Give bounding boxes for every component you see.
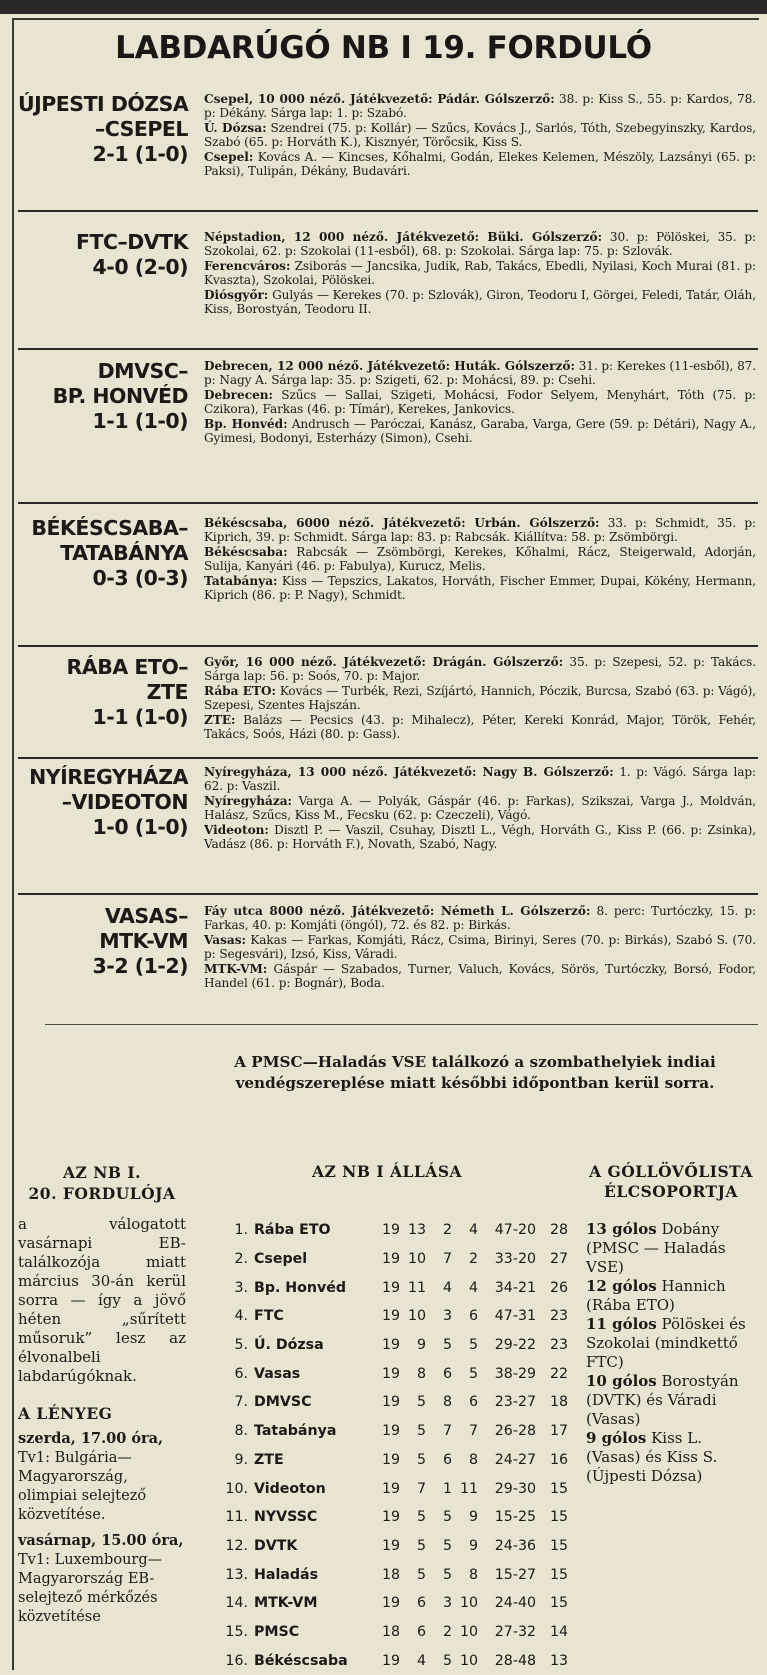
standings-table [218,1216,568,1675]
tv-heading: A LÉNYEG [18,1404,113,1423]
match-details [204,655,756,741]
standings-cell-goals: 29-22 [494,1337,536,1354]
standings-cell-pos: 5. [234,1337,248,1354]
match-summary: Debrecen, 12 000 néző. Játékvezető: Huták. Gólszerző: 31. p: Kerekes (11-esből), 87. p: Nagy A. Sárga lap: 35. p: Szigeti, 62. p: Mohácsi, 89. p: Csehi. [204,359,756,388]
table-row [218,1532,568,1561]
standings-cell-team: Ú. Dózsa [254,1337,324,1354]
standings-cell-d: 6 [442,1451,452,1468]
standings-cell-goals: 34-21 [494,1279,536,1296]
match-score: 1-1 (1-0) [92,705,188,729]
standings-cell-goals: 23-27 [494,1394,536,1411]
standings-cell-w: 5 [416,1537,426,1554]
lineup-away: Bp. Honvéd: Andrusch — Paróczai, Kanász, Garaba, Varga, Gere (59. p: Détári), Nagy A., Gyimesi, Bodonyi, Esterházy (Simon), Csehi. [204,416,756,446]
standings-cell-pos: 8. [234,1423,248,1440]
standings-cell-w: 5 [416,1394,426,1411]
next-round-text: a válogatott vasárnapi EB-találkozója miatt március 30-án kerül sorra — így a jövő héten „sűrített műsoruk” lesz az élvonalbeli labdarúgóknak. [18,1215,186,1385]
standings-cell-goals: 47-31 [494,1308,536,1325]
standings-cell-team: Haladás [254,1566,319,1583]
table-row [218,1560,568,1589]
standings-cell-pos: 10. [225,1480,248,1497]
table-row [218,1273,568,1302]
section-divider [18,757,758,759]
team-line-2: –CSEPEL [94,117,188,141]
standings-cell-d: 1 [442,1480,452,1497]
top-border [0,0,767,14]
standings-cell-d: 8 [442,1394,452,1411]
standings-cell-d: 5 [442,1537,452,1554]
scorer-entry: 9 gólos Kiss L. (Vasas) és Kiss S. (Újpesti Dózsa) [586,1429,718,1485]
standings-cell-pos: 2. [234,1251,248,1268]
standings-cell-m: 19 [381,1537,400,1554]
lineup-home: Ferencváros: Zsiborás — Jancsika, Judik, Rab, Takács, Ebedli, Nyilasi, Koch Murai (81. p: Kvaszta), Szokolai, Pölöskei. [204,258,756,288]
standings-cell-pos: 1. [234,1222,248,1239]
standings-cell-d: 3 [442,1308,452,1325]
match-teams [18,92,188,167]
standings-cell-m: 19 [381,1480,400,1497]
standings-cell-m: 18 [381,1566,400,1583]
table-row [218,1503,568,1532]
standings-cell-pts: 23 [549,1337,568,1354]
standings-cell-m: 19 [381,1279,400,1296]
standings-cell-l: 2 [468,1251,478,1268]
standings-cell-team: DMVSC [254,1394,312,1411]
match-teams [18,230,188,280]
table-row [218,1359,568,1388]
match-summary: Népstadion, 12 000 néző. Játékvezető: Büki. Gólszerző: 30. p: Pölöskei, 35. p: Szokolai, 62. p: Szokolai (11-esből), 68. p: Szokolai. Sárga lap: 75. p: Szlovák. [204,230,756,259]
table-row [218,1474,568,1503]
match-score: 0-3 (0-3) [92,566,188,590]
standings-cell-team: FTC [254,1308,284,1325]
standings-cell-team: ZTE [254,1451,284,1468]
standings-cell-pts: 22 [549,1365,568,1382]
standings-cell-w: 10 [407,1251,426,1268]
match-score: 3-2 (1-2) [92,954,188,978]
standings-cell-goals: 28-48 [494,1652,536,1669]
lineup-away: ZTE: Balázs — Pecsics (43. p: Mihalecz), Péter, Kereki Konrád, Major, Török, Fehér, Takács, Soós, Házi (80. p: Gass). [204,712,756,742]
standings-cell-m: 19 [381,1337,400,1354]
match-teams [18,765,188,840]
team-line-2: BP. HONVÉD [52,384,188,408]
standings-cell-pos: 13. [225,1566,248,1583]
section-divider [18,645,758,647]
standings-cell-m: 19 [381,1595,400,1612]
standings-cell-d: 5 [442,1337,452,1354]
top-scorers-title: A GÓLLÖVŐLISTA ÉLCSOPORTJA [589,1162,753,1201]
match-summary: Békéscsaba, 6000 néző. Játékvezető: Urbán. Gólszerző: 33. p: Schmidt, 35. p: Kiprich, 39. p: Schmidt. Sárga lap: 83. p: Rabcsák. Kiállítva: 58. p: Zsömbörgi. [204,516,756,545]
standings-title: AZ NB I ÁLLÁSA [311,1162,463,1181]
standings-cell-goals: 24-40 [494,1595,536,1612]
lineup-away: MTK-VM: Gáspár — Szabados, Turner, Valuch, Kovács, Sörös, Turtóczky, Borsó, Fodor, Handel (61. p: Bognár), Boda. [204,961,756,991]
section-divider [18,348,758,350]
lineup-home: Debrecen: Szűcs — Sallai, Szigeti, Mohácsi, Fodor Selyem, Menyhárt, Tóth (75. p: Czikora), Farkas (46. p: Tímár), Kerekes, Jankovics. [204,387,756,417]
scorer-entry: 12 gólos Hannich (Rába ETO) [586,1277,726,1314]
match-score: 4-0 (2-0) [92,255,188,279]
postponement-notice: A PMSC—Haladás VSE találkozó a szombathelyiek indiai vendégszereplése miatt későbbi időpontban kerül sorra. [234,1053,716,1092]
standings-cell-team: NYVSSC [254,1509,318,1526]
standings-cell-d: 7 [442,1251,452,1268]
standings-cell-d: 6 [442,1365,452,1382]
standings-cell-l: 10 [459,1595,478,1612]
table-row [218,1216,568,1245]
standings-cell-pos: 11. [225,1509,248,1526]
team-line-1: FTC–DVTK [75,230,188,254]
team-line-2: –VIDEOTON [61,790,188,814]
team-line-1: DMVSC– [97,359,188,383]
team-line-1: NYÍREGYHÁZA [29,765,188,789]
section-divider [18,893,758,895]
standings-cell-m: 18 [381,1623,400,1640]
standings-cell-l: 4 [468,1279,478,1296]
standings-cell-team: Videoton [254,1480,326,1497]
match-details [204,92,756,178]
scorer-entry: 11 gólos Pölöskei és Szokolai (mindkettő FTC) [586,1315,746,1371]
team-line-2: TATABÁNYA [60,541,188,565]
match-details [204,765,756,851]
standings-cell-w: 13 [407,1222,426,1239]
standings-cell-w: 9 [416,1337,426,1354]
standings-cell-pos: 3. [234,1279,248,1296]
team-line-2: MTK-VM [99,929,188,953]
lineup-away: Videoton: Disztl P. — Vaszil, Csuhay, Disztl L., Végh, Horváth G., Kiss P. (66. p: Zsinka), Vadász (86. p: Horváth F.), Novath, Szabó, Nagy. [204,822,756,852]
team-line-1: BÉKÉSCSABA– [31,516,188,540]
table-row [218,1245,568,1274]
standings-cell-l: 8 [468,1566,478,1583]
match-details [204,359,756,445]
standings-cell-l: 5 [468,1337,478,1354]
standings-cell-m: 19 [381,1222,400,1239]
match-details [204,516,756,602]
scorer-entry: 10 gólos Borostyán (DVTK) és Váradi (Vasas) [586,1372,739,1428]
standings-cell-d: 4 [442,1279,452,1296]
match-teams [18,516,188,591]
section-divider [45,1024,758,1025]
standings-cell-pts: 14 [549,1623,568,1640]
standings-cell-l: 6 [468,1308,478,1325]
standings-cell-goals: 38-29 [494,1365,536,1382]
standings-cell-m: 19 [381,1251,400,1268]
table-row [218,1646,568,1675]
standings-cell-l: 9 [468,1509,478,1526]
standings-cell-pts: 15 [549,1537,568,1554]
standings-cell-w: 6 [416,1595,426,1612]
standings-cell-pos: 6. [234,1365,248,1382]
standings-cell-pts: 28 [549,1222,568,1239]
lineup-away: Csepel: Kovács A. — Kincses, Kőhalmi, Godán, Elekes Kelemen, Mészöly, Lazsányi (65. p: Paksi), Tulipán, Dékány, Budavári. [204,149,756,179]
standings-column [218,1162,578,1669]
table-row [218,1302,568,1331]
match-teams [18,904,188,979]
standings-cell-m: 19 [381,1365,400,1382]
standings-cell-m: 19 [381,1652,400,1669]
match-details [204,230,756,316]
standings-cell-pts: 18 [549,1394,568,1411]
standings-cell-d: 5 [442,1566,452,1583]
standings-cell-team: PMSC [254,1623,300,1640]
standings-cell-l: 8 [468,1451,478,1468]
standings-cell-team: Bp. Honvéd [254,1279,347,1296]
standings-cell-pos: 15. [225,1623,248,1640]
standings-cell-l: 9 [468,1537,478,1554]
tv-item: szerda, 17.00 óra, Tv1: Bulgária—Magyarország, olimpiai selejtező közvetítése. [18,1430,164,1523]
standings-cell-m: 19 [381,1451,400,1468]
team-line-2: ZTE [146,680,188,704]
lineup-away: Tatabánya: Kiss — Tepszics, Lakatos, Horváth, Fischer Emmer, Dupai, Kökény, Hermann, Kiprich (86. p: P. Nagy), Schmidt. [204,573,756,603]
standings-cell-w: 7 [416,1480,426,1497]
standings-cell-m: 19 [381,1394,400,1411]
team-line-1: VASAS– [105,904,188,928]
standings-cell-pts: 15 [549,1595,568,1612]
match-summary: Csepel, 10 000 néző. Játékvezető: Pádár. Gólszerző: 38. p: Kiss S., 55. p: Kardos, 78. p: Dékány. Sárga lap: 1. p: Szabó. [204,92,756,121]
match-teams [18,655,188,730]
standings-cell-pts: 16 [549,1451,568,1468]
lineup-home: Békéscsaba: Rabcsák — Zsömbörgi, Kerekes, Kőhalmi, Rácz, Steigerwald, Adorján, Sulija, Kanyári (46. p: Fabulya), Kurucz, Melis. [204,544,756,574]
standings-cell-goals: 33-20 [494,1251,536,1268]
table-row [218,1331,568,1360]
standings-cell-pos: 4. [234,1308,248,1325]
standings-cell-d: 2 [442,1222,452,1239]
standings-cell-team: Csepel [254,1251,308,1268]
tv-item: vasárnap, 15.00 óra, Tv1: Luxembourg—Magyarország EB-selejtező mérkőzés közvetítése [18,1532,184,1625]
scorer-entry: 13 gólos Dobány (PMSC — Haladás VSE) [586,1220,726,1276]
standings-cell-w: 5 [416,1423,426,1440]
standings-cell-pts: 15 [549,1566,568,1583]
lineup-home: Nyíregyháza: Varga A. — Polyák, Gáspár (46. p: Farkas), Szikszai, Varga J., Moldván, Halász, Szűcs, Kiss M., Fecsku (62. p: Czeczeli), Vágó. [204,793,756,823]
standings-cell-l: 10 [459,1623,478,1640]
section-divider [18,502,758,504]
standings-cell-d: 3 [442,1595,452,1612]
standings-cell-w: 10 [407,1308,426,1325]
standings-cell-w: 6 [416,1623,426,1640]
standings-cell-l: 11 [459,1480,478,1497]
standings-cell-team: Vasas [254,1365,301,1382]
match-score: 1-1 (1-0) [92,409,188,433]
heading-line-2: 20. FORDULÓJA [28,1184,176,1203]
team-line-1: ÚJPESTI DÓZSA [18,92,189,116]
heading-line-1: AZ NB I. [62,1163,142,1182]
standings-cell-pos: 16. [225,1652,248,1669]
table-row [218,1589,568,1618]
standings-cell-m: 19 [381,1509,400,1526]
standings-cell-pos: 14. [225,1595,248,1612]
standings-cell-team: Tatabánya [254,1423,337,1440]
standings-cell-team: Rába ETO [254,1222,331,1239]
standings-cell-pos: 7. [234,1394,248,1411]
lineup-home: Rába ETO: Kovács — Turbék, Rezi, Szíjártó, Hannich, Póczik, Burcsa, Szabó (63. p: Vágó), Szepesi, Szentes Hajszán. [204,683,756,713]
standings-cell-team: Békéscsaba [254,1652,348,1669]
match-score: 2-1 (1-0) [92,142,188,166]
table-row [218,1388,568,1417]
standings-cell-w: 4 [416,1652,426,1669]
standings-cell-pts: 23 [549,1308,568,1325]
standings-cell-pts: 17 [549,1423,568,1440]
standings-cell-l: 5 [468,1365,478,1382]
standings-cell-goals: 24-27 [494,1451,536,1468]
standings-cell-pos: 9. [234,1451,248,1468]
match-summary: Nyíregyháza, 13 000 néző. Játékvezető: Nagy B. Gólszerző: 1. p: Vágó. Sárga lap: 62. p: Vaszil. [204,765,756,794]
table-row [218,1417,568,1446]
standings-cell-pts: 15 [549,1509,568,1526]
section-divider [18,210,758,212]
table-row [218,1446,568,1475]
standings-cell-goals: 27-32 [494,1623,536,1640]
standings-cell-pts: 13 [549,1652,568,1669]
standings-cell-pts: 27 [549,1251,568,1268]
standings-cell-w: 5 [416,1566,426,1583]
standings-cell-w: 11 [407,1279,426,1296]
standings-cell-pts: 15 [549,1480,568,1497]
standings-cell-d: 5 [442,1652,452,1669]
standings-cell-goals: 47-20 [494,1222,536,1239]
standings-cell-w: 5 [416,1509,426,1526]
standings-cell-l: 7 [468,1423,478,1440]
standings-cell-d: 7 [442,1423,452,1440]
standings-cell-l: 10 [459,1652,478,1669]
standings-cell-m: 19 [381,1423,400,1440]
standings-cell-goals: 26-28 [494,1423,536,1440]
standings-cell-goals: 29-30 [494,1480,536,1497]
standings-cell-pts: 26 [549,1279,568,1296]
top-scorers-column [586,1162,756,1486]
standings-cell-goals: 15-25 [494,1509,536,1526]
standings-cell-l: 6 [468,1394,478,1411]
team-line-1: RÁBA ETO– [66,655,188,679]
standings-cell-d: 2 [442,1623,452,1640]
standings-cell-pos: 12. [225,1537,248,1554]
match-details [204,904,756,990]
lineup-home: Ú. Dózsa: Szendrei (75. p: Kollár) — Szűcs, Kovács J., Sarlós, Tóth, Szebegyinszky, Kardos, Szabó (65. p: Horváth K.), Kisznyér, Törőcsik, Kiss S. [204,120,757,150]
standings-cell-d: 5 [442,1509,452,1526]
next-round-heading [18,1162,186,1204]
standings-cell-team: MTK-VM [254,1595,318,1612]
page-title: LABDARÚGÓ NB I 19. FORDULÓ [115,30,652,66]
standings-cell-w: 5 [416,1451,426,1468]
top-scorers-list [586,1220,756,1486]
standings-cell-l: 4 [468,1222,478,1239]
standings-cell-goals: 24-36 [494,1537,536,1554]
standings-cell-w: 8 [416,1365,426,1382]
match-teams [18,359,188,434]
next-round-column [18,1162,186,1627]
standings-cell-goals: 15-27 [494,1566,536,1583]
match-summary: Győr, 16 000 néző. Játékvezető: Drágán. Gólszerző: 35. p: Szepesi, 52. p: Takács. Sárga lap: 56. p: Soós, 70. p: Major. [204,655,756,684]
match-score: 1-0 (1-0) [92,815,188,839]
lineup-home: Vasas: Kakas — Farkas, Komjáti, Rácz, Csima, Birinyi, Seres (70. p: Birkás), Szabó S. (70. p: Segesvári), Izsó, Kiss, Váradi. [204,932,756,962]
table-row [218,1618,568,1647]
match-summary: Fáy utca 8000 néző. Játékvezető: Németh L. Gólszerző: 8. perc: Turtóczky, 15. p: Farkas, 40. p: Komjáti (öngól), 72. és 82. p: Birkás. [204,904,756,933]
lineup-away: Diósgyőr: Gulyás — Kerekes (70. p: Szlovák), Giron, Teodoru I, Görgei, Feledi, Tatár, Oláh, Kiss, Borostyán, Teodoru II. [204,287,756,317]
standings-cell-m: 19 [381,1308,400,1325]
standings-cell-team: DVTK [254,1537,298,1554]
